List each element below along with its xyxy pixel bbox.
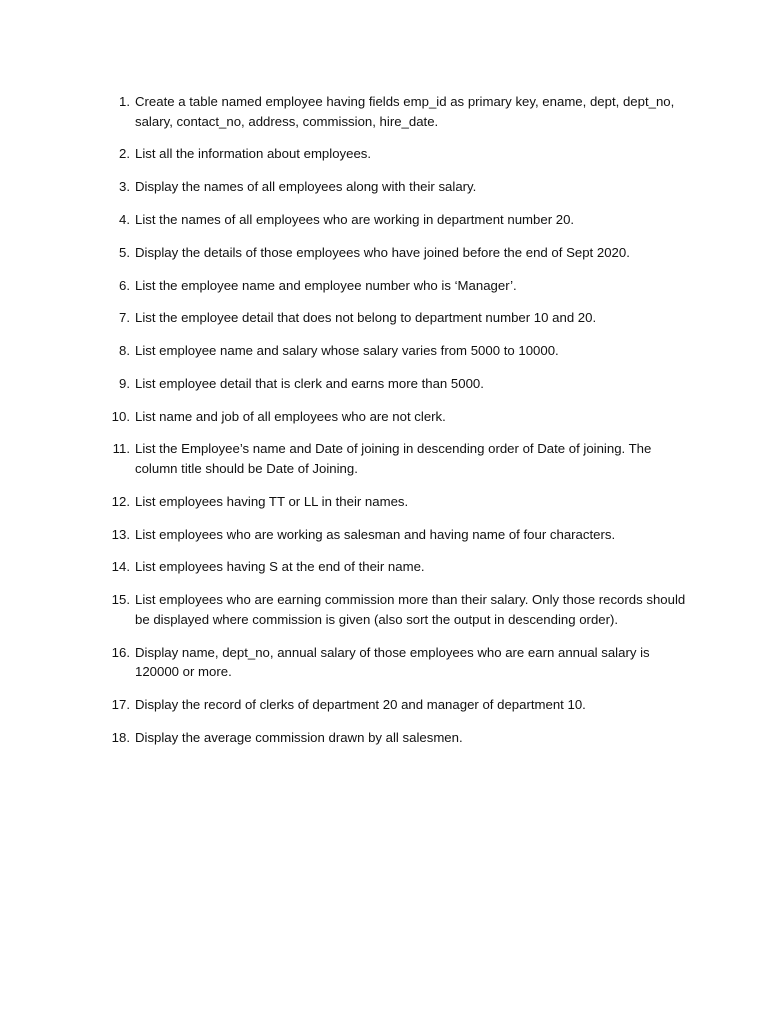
question-text: List the employee detail that does not belong to department number 10 and 20. xyxy=(135,310,597,326)
question-number: 13. xyxy=(111,526,130,542)
question-number: 5. xyxy=(119,244,130,260)
question-number: 14. xyxy=(111,559,130,575)
question-text: Display the record of clerks of department 20 and manager of department 10. xyxy=(135,696,586,712)
question-item-10 xyxy=(100,407,690,427)
question-text: List employees having TT or LL in their names. xyxy=(135,493,409,509)
question-number: 4. xyxy=(119,211,130,227)
question-text: List all the information about employees. xyxy=(135,146,372,162)
question-item-7 xyxy=(100,308,690,328)
question-number: 16. xyxy=(111,644,130,660)
question-number: 12. xyxy=(111,493,130,509)
question-number: 1. xyxy=(119,94,130,109)
question-text: Display the details of those employees who have joined before the end of Sept 2020. xyxy=(135,244,630,260)
question-item-9 xyxy=(100,374,690,394)
question-text: List employee name and salary whose salary varies from 5000 to 10000. xyxy=(135,343,559,359)
question-item-6 xyxy=(100,276,690,296)
question-text: List employee detail that is clerk and earns more than 5000. xyxy=(135,375,484,391)
question-number: 15. xyxy=(111,592,130,608)
question-item-1 xyxy=(100,92,690,131)
question-number: 10. xyxy=(111,408,130,424)
question-text: Display the average commission drawn by all salesmen. xyxy=(135,729,463,745)
question-number: 18. xyxy=(111,729,130,745)
question-item-8 xyxy=(100,341,690,361)
question-number: 6. xyxy=(119,277,130,293)
question-text: Display the names of all employees along with their salary. xyxy=(135,179,477,195)
question-text: Display name, dept_no, annual salary of those employees who are earn annual salary is 120000 or more. xyxy=(135,644,650,680)
question-number: 9. xyxy=(119,375,130,391)
question-item-16 xyxy=(100,643,690,682)
question-text: List employees who are earning commission more than their salary. Only those records should be displayed where commission is given (also sort the output in descending order). xyxy=(135,592,686,627)
question-text: Create a table named employee having fields emp_id as primary key, ename, dept, dept_no, salary, contact_no, address, commission, hire_date. xyxy=(135,94,675,129)
question-item-4 xyxy=(100,210,690,230)
question-item-18 xyxy=(100,728,690,748)
question-text: List the names of all employees who are working in department number 20. xyxy=(135,211,575,227)
question-text: List employees having S at the end of their name. xyxy=(135,559,425,575)
question-item-12 xyxy=(100,492,690,512)
question-list xyxy=(100,92,690,760)
question-text: List the Employee’s name and Date of joining in descending order of Date of joining. The column title should be Date of Joining. xyxy=(135,441,652,476)
question-item-11 xyxy=(100,439,690,478)
question-text: List the employee name and employee number who is ‘Manager’. xyxy=(135,277,517,293)
question-number: 2. xyxy=(119,146,130,162)
question-number: 17. xyxy=(111,696,130,712)
question-item-14 xyxy=(100,557,690,577)
question-item-3 xyxy=(100,177,690,197)
question-number: 8. xyxy=(119,343,130,359)
question-number: 3. xyxy=(119,179,130,195)
question-text: List name and job of all employees who are not clerk. xyxy=(135,408,446,424)
question-number: 7. xyxy=(119,310,130,326)
question-item-2 xyxy=(100,144,690,164)
question-item-15 xyxy=(100,590,690,629)
question-item-13 xyxy=(100,525,690,545)
question-item-17 xyxy=(100,695,690,715)
question-item-5 xyxy=(100,243,690,263)
question-text: List employees who are working as salesman and having name of four characters. xyxy=(135,526,616,542)
question-number: 11. xyxy=(112,441,130,457)
